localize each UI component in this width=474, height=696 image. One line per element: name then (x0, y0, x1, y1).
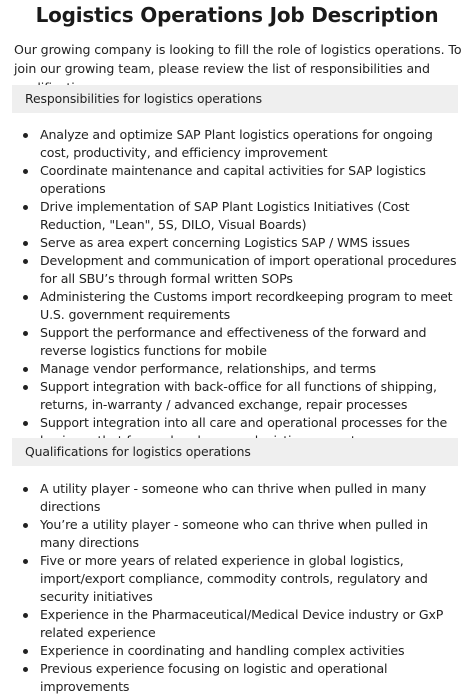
list-item: You’re a utility player - someone who can thrive when pulled in many directions (20, 516, 460, 552)
list-item: Administering the Customs import recordkeeping program to meet U.S. government requirements (20, 288, 460, 324)
responsibilities-list (20, 126, 460, 450)
list-item: Support integration into all care and operational processes for the (20, 414, 460, 450)
list-item: Development and communication of import operational procedures for all SBU’s through formal written SOPs (20, 252, 460, 288)
list-item: Support integration with back-office for all functions of shipping, returns, in-warranty / advanced exchange, repair processes (20, 378, 460, 414)
responsibilities-heading: Responsibilities for logistics operations (12, 85, 458, 113)
list-item: Experience in the Pharmaceutical/Medical Device industry or GxP related experience (20, 606, 460, 642)
qualifications-list (20, 480, 460, 696)
list-item: Drive implementation of SAP Plant Logistics Initiatives (Cost Reduction, "Lean", 5S, DILO, Visual Boards) (20, 198, 460, 234)
list-item: Support the performance and effectiveness of the forward and reverse logistics functions for mobile (20, 324, 460, 360)
list-item: Manage vendor performance, relationships, and terms (20, 360, 460, 378)
list-item: Experience in coordinating and handling complex activities (20, 642, 460, 660)
qualifications-heading: Qualifications for logistics operations (12, 438, 458, 466)
intro-paragraph: Our growing company is looking to fill the role of logistics operations. To join our growing team, please review the list of responsibilities and (14, 42, 462, 76)
list-item: Coordinate maintenance and capital activities for SAP logistics operations (20, 162, 460, 198)
list-item: Previous experience focusing on logistic and operational improvements (20, 660, 460, 696)
list-item: Serve as area expert concerning Logistics SAP / WMS issues (20, 234, 460, 252)
list-item: Five or more years of related experience in global logistics, import/export compliance, commodity controls, regulatory and security initiatives (20, 552, 460, 606)
list-item: Analyze and optimize SAP Plant logistics operations for ongoing cost, productivity, and efficiency improvement (20, 126, 460, 162)
list-item: A utility player - someone who can thrive when pulled in many directions (20, 480, 460, 516)
page-title: Logistics Operations Job Description (35, 3, 439, 27)
